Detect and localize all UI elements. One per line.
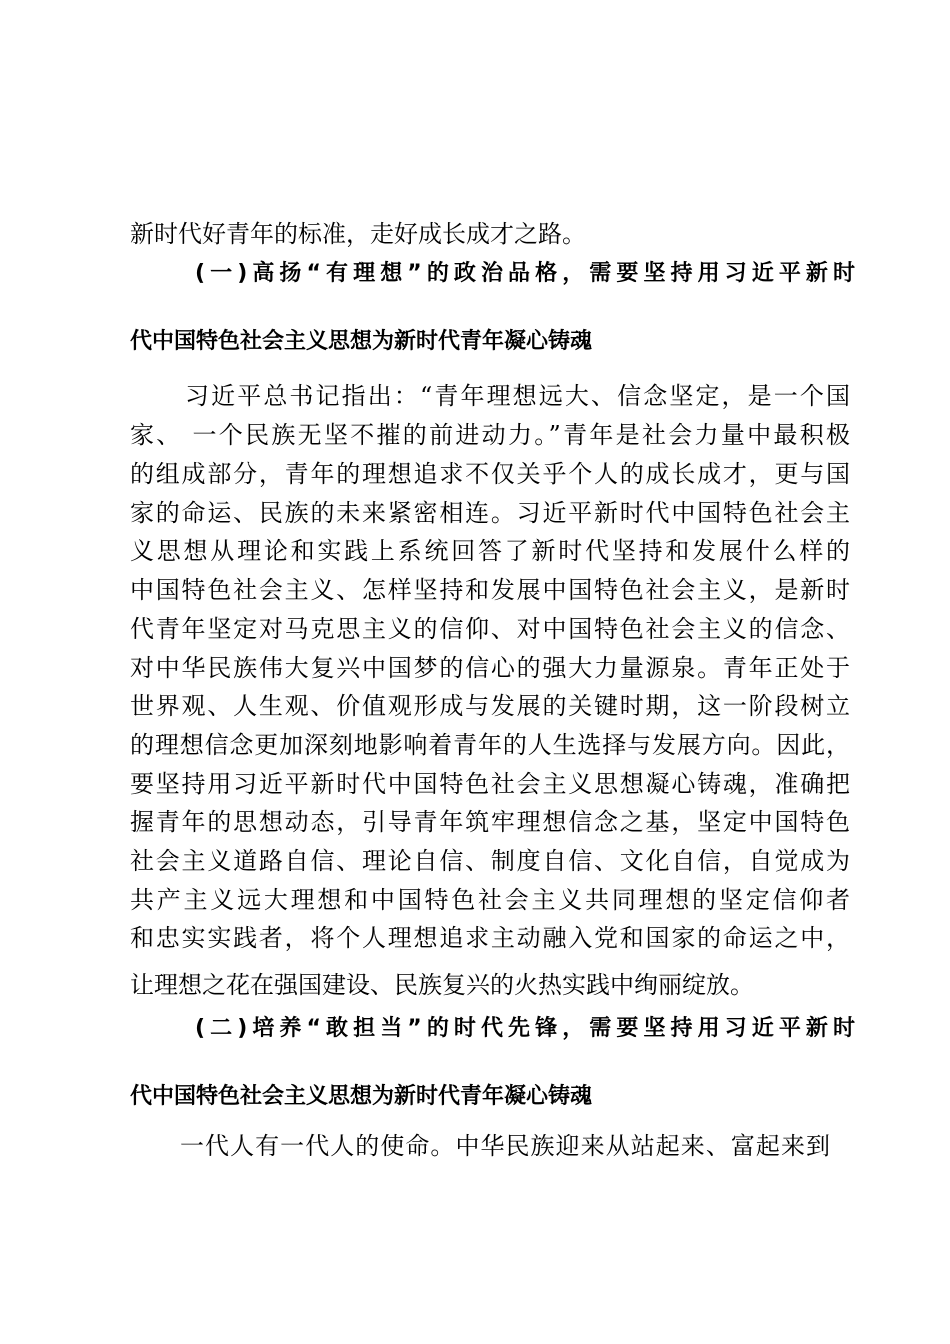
paragraph-line: 家、 一个民族无坚不摧的前进动力。”青年是社会力量中最积极 — [130, 421, 850, 449]
paragraph-line: 握青年的思想动态，引导青年筑牢理想信念之基，坚定中国特色 — [130, 808, 850, 836]
paragraph-line: 一代人有一代人的使命。中华民族迎来从站起来、富起来到 — [180, 1132, 830, 1160]
paragraph-line: 和忠实实践者，将个人理想追求主动融入党和国家的命运之中， — [130, 924, 850, 952]
paragraph-line: 共产主义远大理想和中国特色社会主义共同理想的坚定信仰者 — [130, 886, 850, 914]
section-heading-2-line-2: 代中国特色社会主义思想为新时代青年凝心铸魂 — [130, 1084, 593, 1109]
paragraph-line: 对中华民族伟大复兴中国梦的信心的强大力量源泉。青年正处于 — [130, 654, 850, 682]
paragraph-line: 习近平总书记指出：“青年理想远大、信念坚定，是一个国 — [185, 382, 850, 410]
paragraph-line: 中国特色社会主义、怎样坚持和发展中国特色社会主义，是新时 — [130, 576, 850, 604]
paragraph-line: 要坚持用习近平新时代中国特色社会主义思想凝心铸魂，准确把 — [130, 770, 850, 798]
paragraph-line: 社会主义道路自信、理论自信、制度自信、文化自信，自觉成为 — [130, 847, 850, 875]
paragraph-line: 的组成部分，青年的理想追求不仅关乎个人的成长成才，更与国 — [130, 460, 850, 488]
section-heading-1-line-2: 代中国特色社会主义思想为新时代青年凝心铸魂 — [130, 329, 593, 354]
paragraph-line: 世界观、人生观、价值观形成与发展的关键时期，这一阶段树立 — [130, 692, 850, 720]
paragraph-line: 新时代好青年的标准，走好成长成才之路。 — [130, 220, 586, 248]
paragraph-line: 的理想信念更加深刻地影响着青年的人生选择与发展方向。因此， — [130, 731, 850, 759]
paragraph-line: 义思想从理论和实践上系统回答了新时代坚持和发展什么样的 — [130, 537, 850, 565]
paragraph-line: 代青年坚定对马克思主义的信仰、对中国特色社会主义的信念、 — [130, 615, 850, 643]
paragraph-line: 让理想之花在强国建设、民族复兴的火热实践中绚丽绽放。 — [130, 971, 754, 999]
section-heading-2-line-1: (二)培养“敢担当”的时代先锋，需要坚持用习近平新时 — [195, 1016, 855, 1041]
paragraph-line: 家的命运、民族的未来紧密相连。习近平新时代中国特色社会主 — [130, 499, 850, 527]
section-heading-1-line-1: (一)高扬“有理想”的政治品格，需要坚持用习近平新时 — [195, 261, 855, 286]
